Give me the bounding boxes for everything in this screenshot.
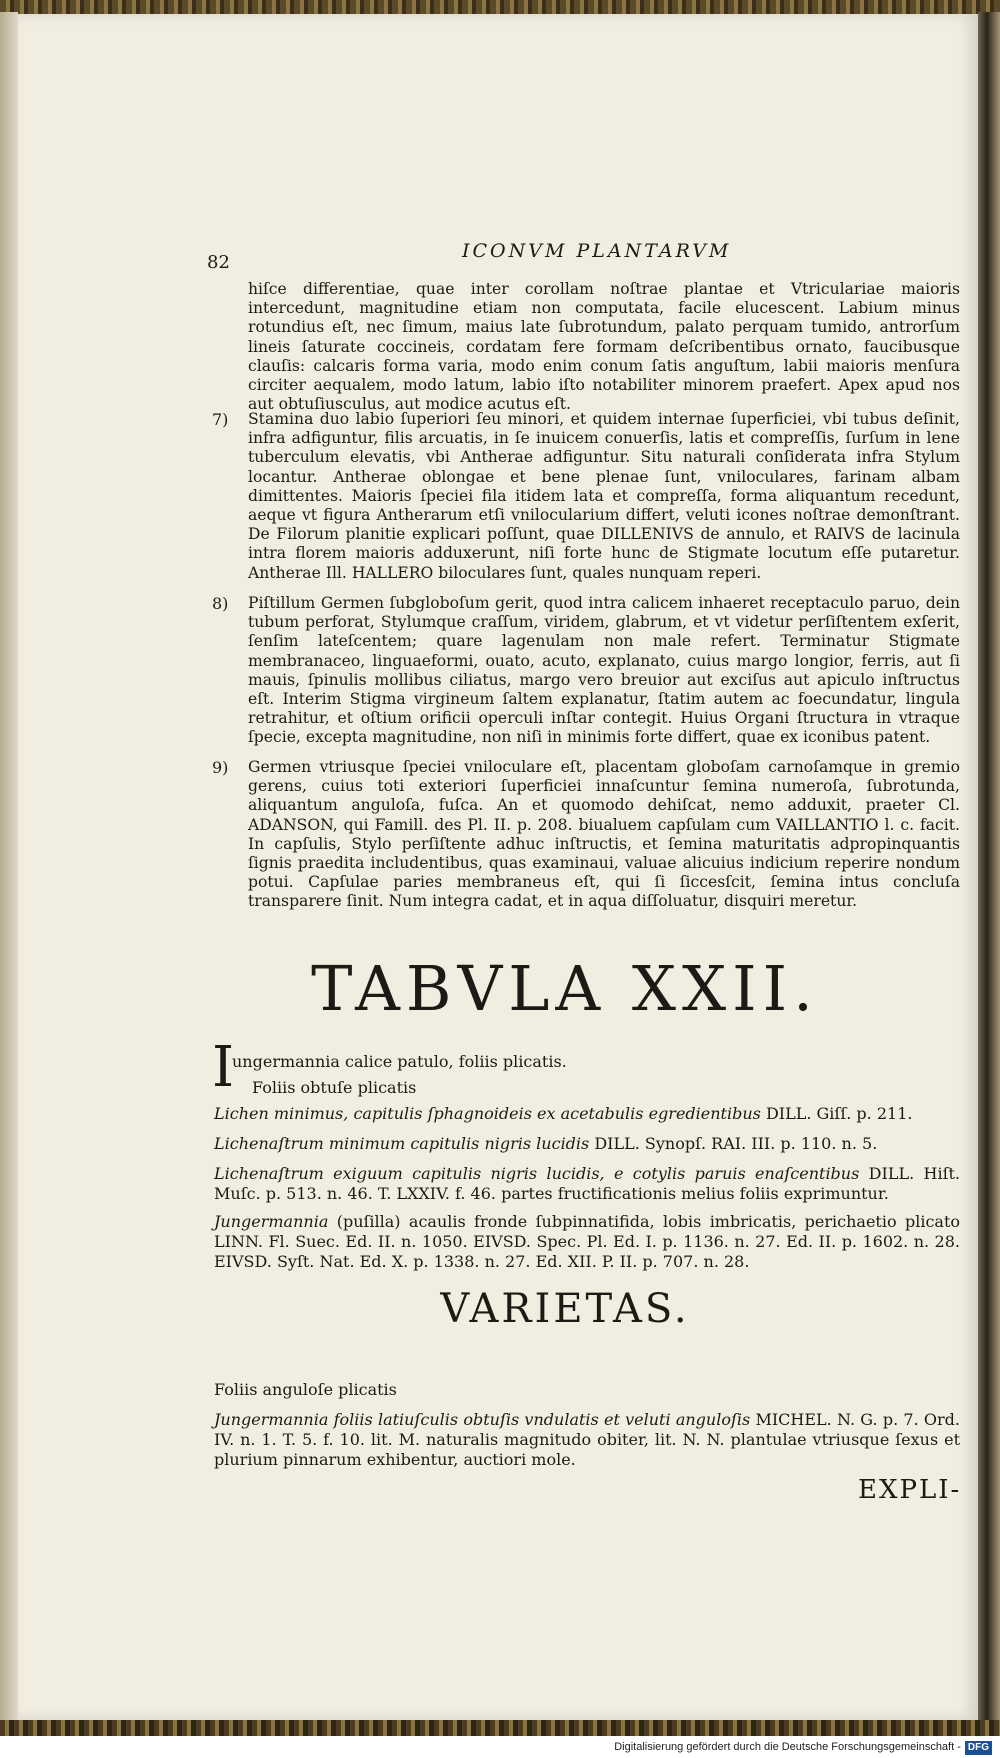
running-head: ICONVM PLANTARVM xyxy=(462,240,732,262)
reference-italic: Lichenaſtrum minimum capitulis nigris lucidis xyxy=(214,1134,590,1153)
reference-entry xyxy=(214,1164,960,1204)
reference-italic: Lichen minimus, capitulis ſphagnoideis ex acetabulis egredientibus xyxy=(214,1104,761,1123)
digitization-footer xyxy=(0,1736,1000,1758)
reference-italic: Lichenaſtrum exiguum capitulis nigris lucidis, e cotylis paruis enaſcentibus xyxy=(214,1164,860,1183)
book-left-edge xyxy=(0,12,18,1722)
species-subline: Foliis obtuſe plicatis xyxy=(252,1078,417,1097)
section-text: Germen vtriusque ſpeciei vniloculare eſt, placentam globoſam carnoſamque in gremio gerens, cuius toti exteriori ſuperficiei innaſcuntur ſemina numeroſa, ſubrotunda, aliquantum anguloſa, fuſca. An et quomodo dehiſcat, nemo adduxit, praeter Cl. ADANSON, qui Famill. des Pl. II. p. 208. biualuem capſulam cum VAILLANTIO l. c. facit. In capſulis, Stylo perſiſtente adhuc inſtructis, et ſemina maturitatis adpropinquantis ſignis praedita includentibus, quas examinaui, valuae alicuius indicium reperire nondum potui. Capſulae paries membraneus eſt, qui ſi ſiccesſcit, ſemina intus concluſa transparere ſinit. Num integra cadat, et in aqua diſſoluatur, disquiri meretur. xyxy=(248,758,960,911)
intro-paragraph: hiſce differentiae, quae inter corollam noſtrae plantae et Vtriculariae maioris intercedunt, magnitudine etiam non computata, facile elucescent. Labium minus rotundius eſt, nec ſimum, maius late ſubrotundum, palato perquam tumido, antrorſum lineis ſaturate coccineis, cordatam fere formam deſcribentibus ornato, faucibusque clauſis: calcaris forma varia, modo enim conum ſatis anguſtum, labii maioris menſura circiter aequalem, modo latum, labio iſto notabiliter minorem praefert. Apex apud nos aut obtuſiusculus, aut modice acutus eſt. xyxy=(248,280,960,414)
varietas-title: VARIETAS. xyxy=(440,1286,690,1332)
varietas-reference xyxy=(214,1410,960,1470)
book-spine-edge xyxy=(978,12,1000,1722)
book-bottom-edge xyxy=(0,1720,1000,1736)
footer-text: Digitalisierung gefördert durch die Deutsche Forschungsgemeinschaft - xyxy=(614,1741,961,1753)
varietas-line: Foliis anguloſe plicatis xyxy=(214,1380,397,1399)
catchword: EXPLI- xyxy=(858,1475,962,1505)
page-number: 82 xyxy=(207,252,230,273)
reference-text: DILL. Hiſt. Muſc. p. 513. n. 46. T. LXXIV. f. 46. partes fructificationis melius foliis exprimuntur. xyxy=(214,1164,961,1203)
section-text: Stamina duo labio ſuperiori ſeu minori, et quidem internae ſuperficiei, vbi tubus deſinit, infra adfiguntur, filis arcuatis, in ſe inuicem conuerſis, latis et compreſſis, ſurſum in lene tuberculum elevatis, vbi Antherae adfiguntur. Situ naturali conſiderata infra Stylum locantur. Antherae oblongae et bene plenae ſunt, vniloculares, farinam albam dimittentes. Maioris ſpeciei fila itidem lata et compreſſa, forma aliquantum recedunt, aeque vt figura Antherarum etſi vnilocularium differt, veluti icones noſtrae demonſtrant. De Filorum planitie explicari poſſunt, quae DILLENIVS de annulo, et RAIVS de lacinula intra florem maioris adduxerunt, niſi forte hunc de Stigmate locutum eſſe putaretur. Antherae Ill. HALLERO biloculares ſunt, quales nunquam reperi. xyxy=(248,410,960,582)
species-name: ungermannia calice patulo, foliis plicatis. xyxy=(232,1052,567,1071)
reference-entry xyxy=(214,1134,960,1154)
dfg-logo: DFG xyxy=(965,1741,992,1755)
section-number: 9) xyxy=(212,758,229,777)
section-text: Piſtillum Germen ſubgloboſum gerit, quod intra calicem inhaeret receptaculo paruo, dein tubum perforat, Stylumque craſſum, viridem, glabrum, et vt videtur perſiſtentem exſerit, ſenſim lateſcentem; quare lagenulam non male refert. Terminatur Stigmate membranaceo, linguaeformi, ouato, acuto, explanato, cuius margo longior, ferris, aut ſi mauis, ſpinulis mollibus ciliatus, margo vero breuior aut exciſus aut apiculo inſtructus eſt. Interim Stigma virgineum ſaltem explanatur, ſtatim autem ac foecundatur, lingula retrahitur, et oſtium orificii operculi inſtar contegit. Huius Organi ſtructura in vtraque ſpecie, excepta magnitudine, non niſi in minimis forte differt, quae ex iconibus patent. xyxy=(248,594,960,747)
reference-text: (puſilla) acaulis fronde ſubpinnatifida, lobis imbricatis, perichaetio plicato LINN. Fl. Suec. Ed. II. n. 1050. EIVSD. Spec. Pl. Ed. I. p. 1136. n. 27. Ed. II. p. 1602. n. 28. EIVSD. Syſt. Nat. Ed. X. p. 1338. n. 27. Ed. XII. P. II. p. 707. n. 28. xyxy=(214,1212,960,1271)
tabula-title: TABVLA XXII. xyxy=(311,952,819,1025)
section-number: 8) xyxy=(212,594,229,613)
reference-italic: Jungermannia xyxy=(214,1212,329,1231)
reference-entry xyxy=(214,1212,960,1272)
reference-text: DILL. Giſſ. p. 211. xyxy=(760,1104,913,1123)
reference-entry xyxy=(214,1104,960,1124)
drop-cap: I xyxy=(212,1035,235,1100)
book-top-edge xyxy=(0,0,1000,14)
reference-text: MICHEL. N. G. p. 7. Ord. IV. n. 1. T. 5. f. 10. lit. M. naturalis magnitudo obiter, lit. N. N. plantulae vtriusque ſexus et plurium pinnarum exhibentur, auctiori mole. xyxy=(214,1410,960,1469)
section-number: 7) xyxy=(212,410,229,429)
reference-italic: Jungermannia foliis latiuſculis obtuſis vndulatis et veluti anguloſis xyxy=(214,1410,751,1429)
reference-text: DILL. Synopſ. RAI. III. p. 110. n. 5. xyxy=(589,1134,878,1153)
